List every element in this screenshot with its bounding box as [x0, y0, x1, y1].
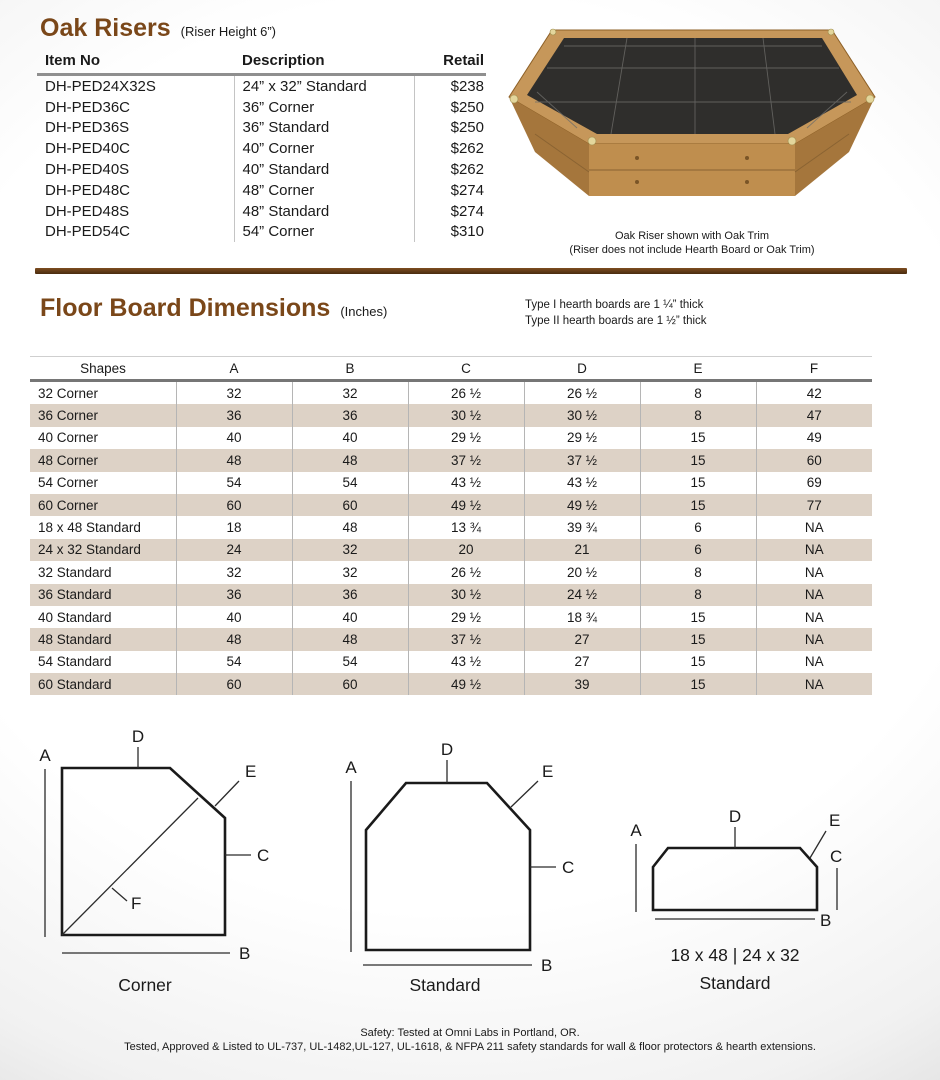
oak-risers-table-body [37, 75, 486, 243]
oak-risers-table [37, 50, 486, 242]
corner-diagram-caption: Corner [118, 975, 172, 995]
column-header: Retail [414, 50, 486, 75]
dimensions-header-row [30, 357, 872, 381]
column-header: D [524, 357, 640, 381]
oak-riser-photo [507, 22, 877, 218]
note-type1: Type I hearth boards are 1 ¼” thick [525, 299, 704, 311]
column-header: C [408, 357, 524, 381]
table-row: DH-PED54C 54” Corner $310 [45, 223, 484, 241]
standard-label-e: E [542, 762, 554, 781]
corner-label-a: A [39, 746, 51, 765]
small-standard-diagram [610, 770, 900, 942]
floor-board-subtitle: (Inches) [340, 304, 388, 319]
column-header: B [292, 357, 408, 381]
table-row: 24 x 32 Standard 24 32 20 21 6 NA [30, 539, 872, 561]
corner-label-e: E [245, 762, 257, 781]
table-row: 54 Corner 54 54 43 ½ 43 ½ 15 69 [30, 472, 872, 494]
small-standard-label-b: B [820, 911, 832, 930]
table-row: 40 Standard 40 40 29 ½ 18 ¾ 15 NA [30, 606, 872, 628]
floor-board-title-text: Floor Board Dimensions [40, 294, 331, 322]
photo-caption [507, 229, 877, 257]
dimensions-table-body [30, 381, 872, 696]
footer-listing-line: Tested, Approved & Listed to UL-737, UL-1482,UL-127, UL-1618, & NFPA 211 safety standards for wall & floor protectors & hearth extensions. [124, 1041, 816, 1053]
column-header: F [756, 357, 872, 381]
column-header: E [640, 357, 756, 381]
floor-board-title [40, 294, 387, 323]
section-divider-bar [35, 268, 907, 274]
photo-caption-line1: Oak Riser shown with Oak Trim [614, 230, 770, 242]
standard-label-c: C [562, 858, 575, 877]
small-standard-label-d: D [728, 807, 742, 826]
floor-board-dimensions-table [30, 356, 872, 695]
note-type2: Type II hearth boards are 1 ½” thick [525, 314, 707, 327]
table-row: 40 Corner 40 40 29 ½ 29 ½ 15 49 [30, 427, 872, 449]
small-standard-label-a: A [630, 821, 642, 840]
oak-risers-title-text: Oak Risers [40, 14, 171, 42]
standard-diagram-caption: Standard [409, 975, 481, 995]
corner-diagram [25, 715, 315, 975]
hearth-board-notes [525, 298, 707, 329]
table-row: DH-PED48C 48” Corner $274 [45, 181, 484, 199]
small-standard-label-c: C [830, 847, 843, 866]
corner-label-b: B [239, 944, 251, 963]
photo-caption-line2: (Riser does not include Hearth Board or Oak Trim) [569, 244, 815, 256]
table-row: DH-PED40S 40” Standard $262 [45, 161, 484, 179]
table-row: 60 Standard 60 60 49 ½ 39 15 NA [30, 673, 872, 695]
table-row: DH-PED36C 36” Corner $250 [45, 98, 484, 116]
standard-label-d: D [440, 740, 454, 759]
table-row: 32 Corner 32 32 26 ½ 26 ½ 8 42 [30, 381, 872, 405]
table-row: DH-PED48S 48” Standard $274 [45, 202, 484, 220]
standard-label-b: B [541, 956, 553, 975]
standard-label-a: A [345, 758, 357, 777]
table-row: 54 Standard 54 54 43 ½ 27 15 NA [30, 651, 872, 673]
table-row: 36 Standard 36 36 30 ½ 24 ½ 8 NA [30, 584, 872, 606]
corner-label-f: F [131, 894, 142, 913]
table-row: DH-PED36S 36” Standard $250 [45, 119, 484, 137]
oak-riser-photo-block [507, 22, 877, 257]
table-row: 48 Corner 48 48 37 ½ 37 ½ 15 60 [30, 449, 872, 471]
oak-risers-subtitle: (Riser Height 6”) [180, 24, 276, 39]
small-standard-sizes-caption: 18 x 48 | 24 x 32 [670, 945, 800, 965]
table-row: 32 Standard 32 32 26 ½ 20 ½ 8 NA [30, 561, 872, 583]
table-row: 18 x 48 Standard 18 48 13 ¾ 39 ¾ 6 NA [30, 516, 872, 538]
table-row: 48 Standard 48 48 37 ½ 27 15 NA [30, 628, 872, 650]
small-standard-diagram-caption: Standard [699, 973, 771, 993]
column-header: Item No [37, 50, 234, 75]
table-row: 36 Corner 36 36 30 ½ 30 ½ 8 47 [30, 404, 872, 426]
corner-label-c: C [257, 846, 270, 865]
table-row: DH-PED40C 40” Corner $262 [45, 140, 484, 158]
column-header: Description [234, 50, 414, 75]
standard-diagram [330, 715, 610, 975]
oak-risers-title [40, 14, 276, 43]
table-row: 60 Corner 60 60 49 ½ 49 ½ 15 77 [30, 494, 872, 516]
footer-safety-line: Safety: Tested at Omni Labs in Portland, OR. [360, 1027, 580, 1039]
small-standard-label-e: E [829, 811, 841, 830]
column-header: Shapes [30, 357, 176, 381]
corner-label-d: D [131, 727, 145, 746]
table-row: DH-PED24X32S 24” x 32” Standard $238 [37, 75, 486, 97]
oak-risers-header-row [37, 50, 486, 75]
column-header: A [176, 357, 292, 381]
